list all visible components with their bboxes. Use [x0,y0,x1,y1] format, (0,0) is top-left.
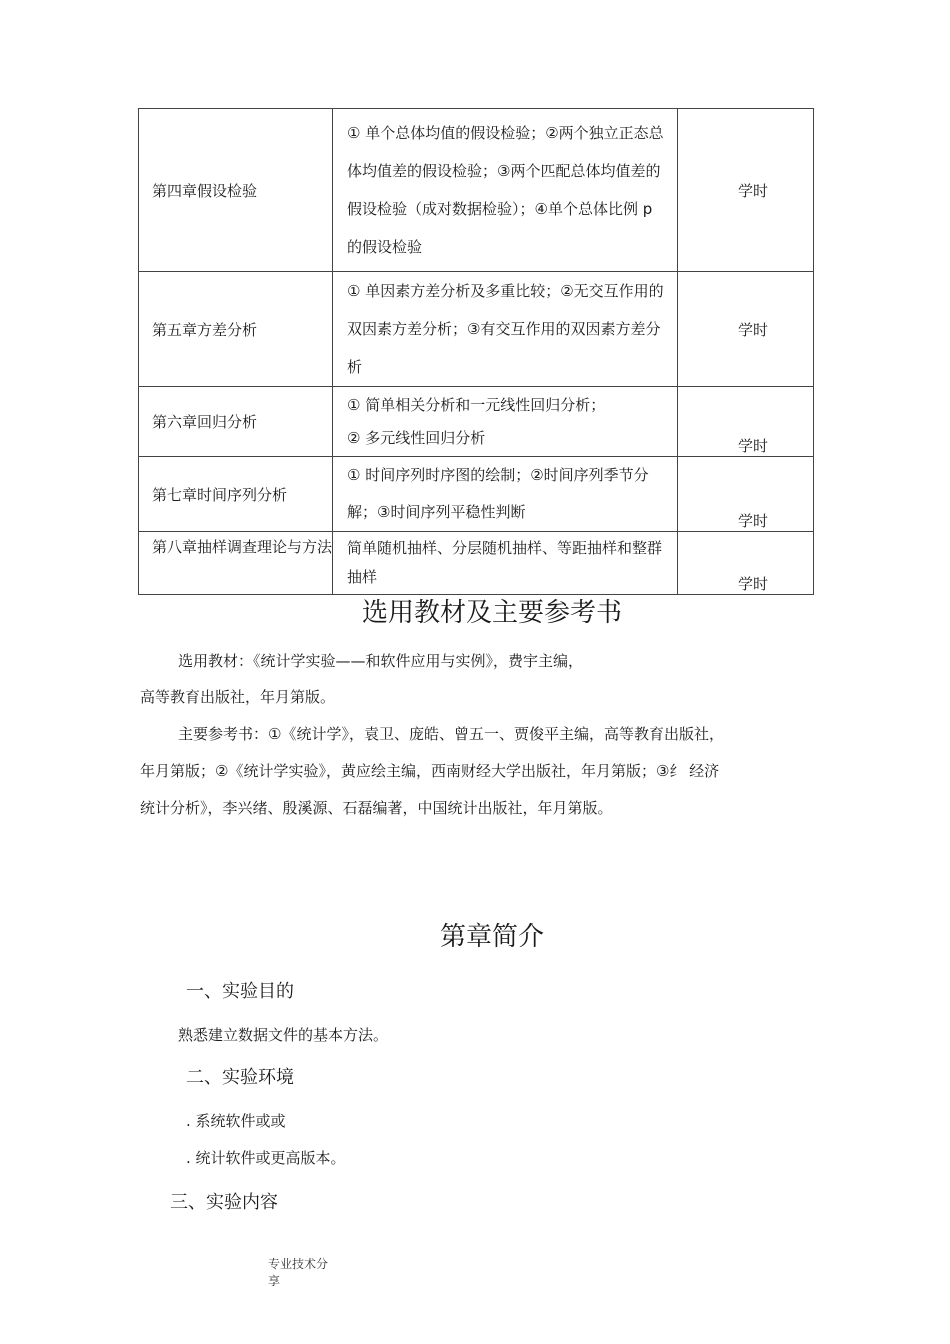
purpose-text: 熟悉建立数据文件的基本方法。 [178,1026,389,1044]
hours-cell: 学时 [678,457,814,532]
table-row [139,387,814,457]
textbook-line: 高等教育出版社，年月第版。 [140,688,336,706]
reference-line: 主要参考书：①《统计学》，袁卫、庞皓、曾五一、贾俊平主编，高等教育出版社， [178,725,724,743]
hours-cell: 学时 [678,272,814,387]
chapter-cell: 第五章方差分析 [139,272,333,387]
environment-heading: 二、实验环境 [186,1067,294,1088]
page-footer [268,1256,328,1290]
reference-line: 年月第版；②《统计学实验》，黄应绘主编，西南财经大学出版社，年月第版；③纟 经济 [140,762,720,780]
table-row [139,532,814,595]
hours-cell: 学时 [678,387,814,457]
content-line: ① 简单相关分析和一元线性回归分析； [347,395,606,414]
reference-line: 统计分析》，李兴绪、殷溪源、石磊编著，中国统计出版社，年月第版。 [140,799,613,817]
footer-line: 享 [268,1274,281,1288]
textbook-section-title: 选用教材及主要参考书 [361,598,622,628]
purpose-heading: 一、实验目的 [186,981,294,1002]
textbook-line: 选用教材：《统计学实验——和软件应用与实例》，费宇主编， [178,652,584,670]
table-row [139,109,814,272]
content-line: ② 多元线性回归分析 [347,428,486,447]
footer-line: 专业技术分 [268,1257,329,1271]
table-row [139,272,814,387]
hours-cell: 学时 [678,109,814,272]
table-row [139,457,814,532]
chapter-cell: 第六章回归分析 [139,387,333,457]
chapter-intro-title: 第章简介 [439,922,544,952]
content-heading: 三、实验内容 [170,1192,278,1213]
chapter-cell: 第八章抽样调查理论与方法 [139,532,333,595]
syllabus-table [138,108,814,595]
chapter-cell: 第四章假设检验 [139,109,333,272]
content-cell [333,387,678,457]
environment-item: . 系统软件或或 [186,1112,286,1130]
content-cell: ① 单因素方差分析及多重比较；②无交互作用的双因素方差分析；③有交互作用的双因素方差分析 [333,272,678,387]
environment-item: . 统计软件或更高版本。 [186,1149,346,1167]
content-cell: ① 单个总体均值的假设检验；②两个独立正态总体均值差的假设检验；③两个匹配总体均值差的假设检验（成对数据检验）；④单个总体比例 p 的假设检验 [333,109,678,272]
chapter-cell: 第七章时间序列分析 [139,457,333,532]
content-cell: ① 时间序列时序图的绘制；②时间序列季节分解；③时间序列平稳性判断 [333,457,678,532]
content-cell: 简单随机抽样、分层随机抽样、等距抽样和整群抽样 [333,532,678,595]
hours-cell: 学时 [678,532,814,595]
